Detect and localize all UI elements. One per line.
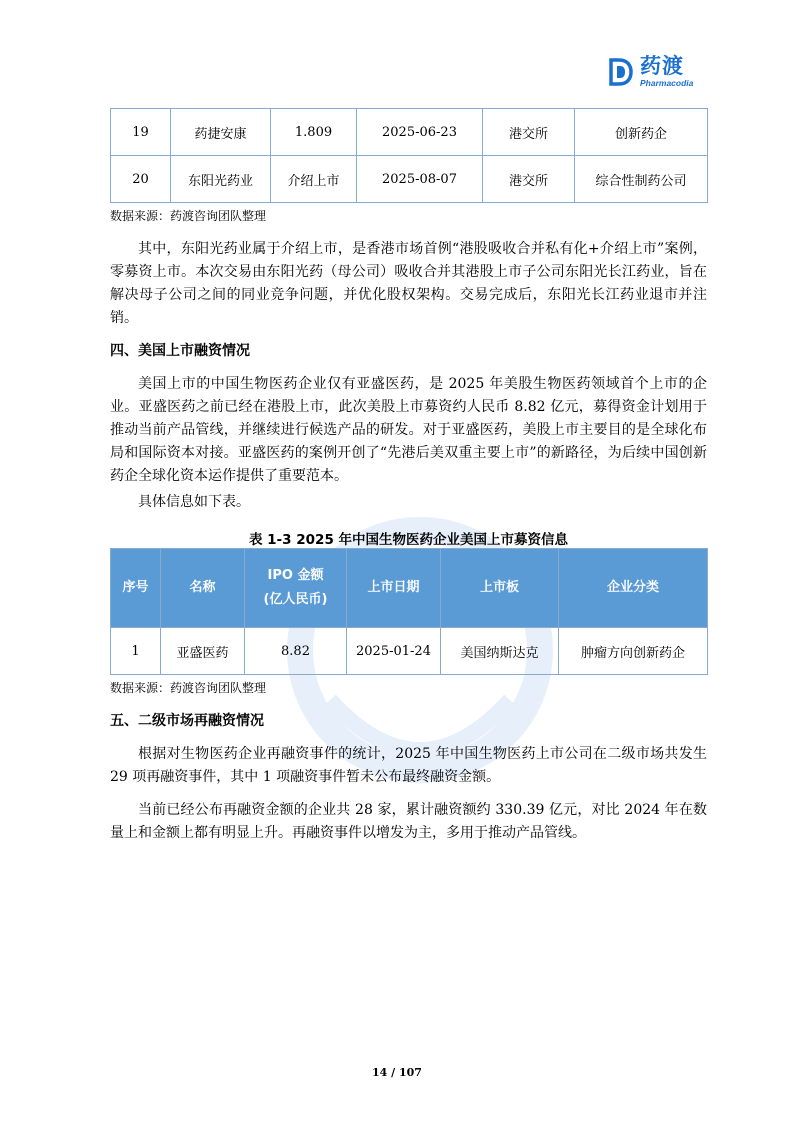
table-row xyxy=(111,156,708,203)
section-4-lead xyxy=(110,491,707,514)
header-amount-line2: (亿人民币) xyxy=(263,592,328,607)
header-amount-line1: IPO 金额 xyxy=(267,568,324,583)
cell-category: 综合性制药公司 xyxy=(575,156,708,203)
section-5-body-2 xyxy=(110,799,707,845)
cell-no: 1 xyxy=(111,628,161,675)
paragraph-lead: 具体信息如下表。 xyxy=(138,494,250,510)
paragraph-block-1 xyxy=(110,238,707,330)
logo-icon xyxy=(606,57,634,87)
section-heading: 四、美国上市融资情况 xyxy=(110,343,250,359)
paragraph-us-listing: 美国上市的中国生物医药企业仅有亚盛医药，是 2025 年美股生物医药领域首个上市的企业。亚盛医药之前已经在港股上市，此次美股上市募资约人民币 8.82 亿元，募得资金计划用于推动当前产品管线，并继续进行候选产品的研发。对于亚盛医药，美股上市主要目的是全球化布局和国际资本对接。亚盛医药的案例开创了“先港后美双重主要上市”的新路径，为后续中国创新药企全球化资本运作提供了重要范本。 xyxy=(110,376,707,484)
cell-date: 2025-08-07 xyxy=(357,156,483,203)
cell-board: 港交所 xyxy=(483,109,575,156)
header-board: 上市板 xyxy=(441,549,559,628)
top-table-block xyxy=(110,108,707,224)
cell-date: 2025-01-24 xyxy=(347,628,441,675)
table-row xyxy=(111,109,708,156)
logo-name-en: Pharmacodia xyxy=(640,78,694,88)
table-source: 数据来源：药渡咨询团队整理 xyxy=(110,681,267,695)
section-5 xyxy=(110,710,707,730)
section-4 xyxy=(110,340,707,360)
section-4-body xyxy=(110,373,707,488)
header-no: 序号 xyxy=(111,549,161,628)
cell-amount: 1.809 xyxy=(271,109,357,156)
section-5-body-1 xyxy=(110,743,707,789)
table-header-row xyxy=(111,549,708,628)
table2-block xyxy=(110,528,707,548)
section-heading: 五、二级市场再融资情况 xyxy=(110,713,264,729)
pharmacodia-logo xyxy=(606,56,693,88)
cell-category: 肿瘤方向创新药企 xyxy=(559,628,708,675)
cell-amount: 8.82 xyxy=(245,628,347,675)
cell-board: 港交所 xyxy=(483,156,575,203)
table2-wrapper xyxy=(110,548,707,696)
logo-name-cn: 药渡 xyxy=(640,54,684,78)
header-date: 上市日期 xyxy=(347,549,441,628)
cell-date: 2025-06-23 xyxy=(357,109,483,156)
cell-name: 亚盛医药 xyxy=(161,628,245,675)
us-listing-table xyxy=(110,548,708,675)
table-row xyxy=(111,628,708,675)
cell-name: 药捷安康 xyxy=(171,109,271,156)
table-source: 数据来源：药渡咨询团队整理 xyxy=(110,209,267,223)
header-category: 企业分类 xyxy=(559,549,708,628)
cell-category: 创新药企 xyxy=(575,109,708,156)
page-number: 14 / 107 xyxy=(372,1066,422,1079)
paragraph-intro: 其中，东阳光药业属于介绍上市，是香港市场首例“港股吸收合并私有化+介绍上市”案例，零募资上市。本次交易由东阳光药（母公司）吸收合并其港股上市子公司东阳光长江药业，旨在解决母子公司之间的同业竞争问题，并优化股权架构。交易完成后，东阳光长江药业退市并注销。 xyxy=(110,241,707,326)
cell-no: 19 xyxy=(111,109,171,156)
table-caption: 表 1-3 2025 年中国生物医药企业美国上市募资信息 xyxy=(248,532,569,548)
cell-no: 20 xyxy=(111,156,171,203)
paragraph-refinancing-amount: 当前已经公布再融资金额的企业共 28 家，累计融资额约 330.39 亿元，对比 2024 年在数量上和金额上都有明显上升。再融资事件以增发为主，多用于推动产品管线。 xyxy=(110,802,707,841)
hk-listing-table xyxy=(110,108,708,203)
cell-name: 东阳光药业 xyxy=(171,156,271,203)
paragraph-refinancing-stats: 根据对生物医药企业再融资事件的统计，2025 年中国生物医药上市公司在二级市场共发生 29 项再融资事件，其中 1 项融资事件暂未公布最终融资金额。 xyxy=(110,746,707,785)
cell-board: 美国纳斯达克 xyxy=(441,628,559,675)
cell-amount: 介绍上市 xyxy=(271,156,357,203)
header-amount xyxy=(245,549,347,628)
header-name: 名称 xyxy=(161,549,245,628)
